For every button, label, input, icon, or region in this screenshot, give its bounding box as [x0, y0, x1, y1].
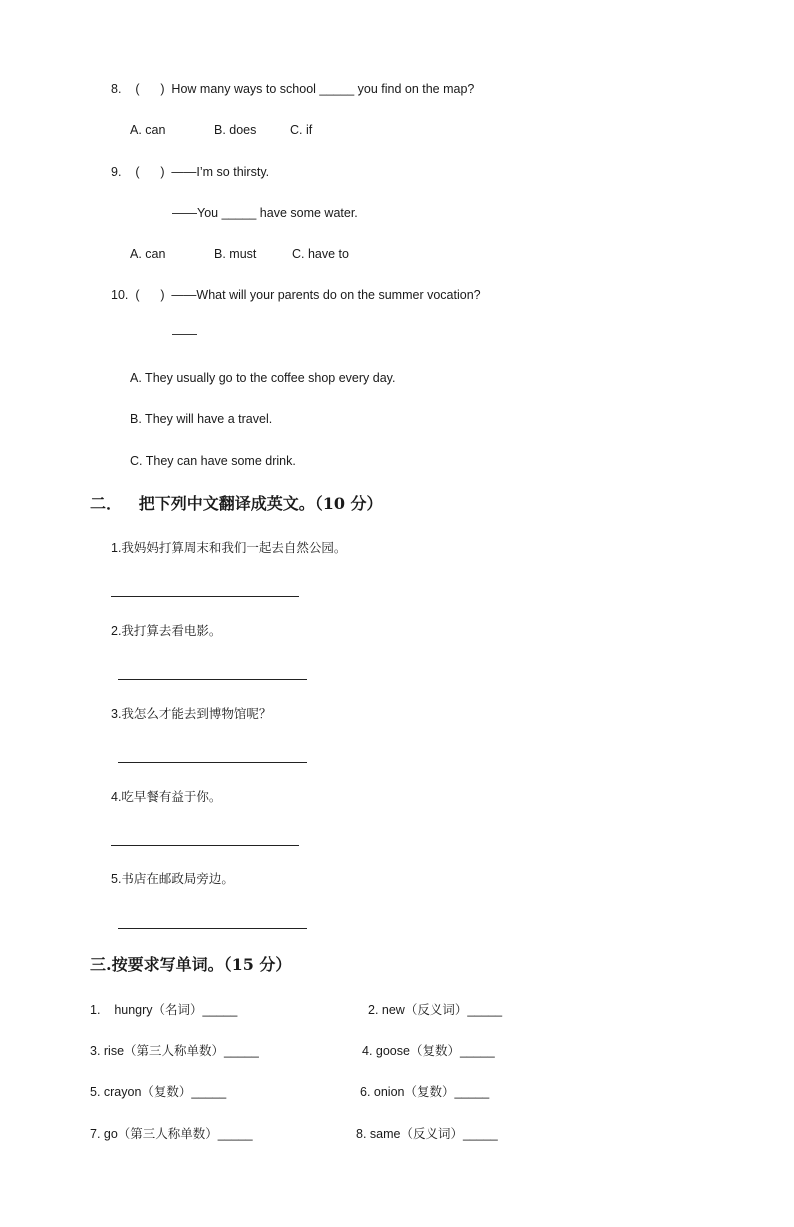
- q9-stem: 9. ( ) ——I’m so thirsty.: [111, 165, 270, 179]
- section-2-title: 二． 把下列中文翻译成英文。（10 分）: [90, 494, 383, 513]
- q10-response: ——: [172, 327, 197, 341]
- answer-line-2[interactable]: [118, 679, 307, 680]
- translation-item-1: 1.我妈妈打算周末和我们一起去自然公园。: [111, 541, 347, 555]
- section-3-title: 三.按要求写单词。（15 分）: [90, 955, 292, 974]
- q10-option-b: B. They will have a travel.: [130, 412, 273, 426]
- translation-item-3: 3.我怎么才能去到博物馆呢？: [111, 707, 272, 721]
- answer-line-5[interactable]: [118, 928, 307, 929]
- word-item-7: 7. go（第三人称单数）_____: [90, 1127, 253, 1141]
- word-item-6: 6. onion（复数）_____: [360, 1085, 490, 1099]
- q8-stem: 8. ( ) How many ways to school _____ you find on the map?: [111, 82, 475, 96]
- word-item-4: 4. goose（复数）_____: [362, 1044, 495, 1058]
- word-item-2: 2. new（反义词）_____: [368, 1003, 503, 1017]
- word-item-3: 3. rise（第三人称单数）_____: [90, 1044, 259, 1058]
- q8-option-b: B. does: [214, 123, 257, 137]
- q9-option-a: A. can: [130, 247, 166, 261]
- translation-item-2: 2.我打算去看电影。: [111, 624, 222, 638]
- word-item-5: 5. crayon（复数）_____: [90, 1085, 227, 1099]
- answer-line-4[interactable]: [111, 845, 299, 846]
- word-item-8: 8. same（反义词）_____: [356, 1127, 498, 1141]
- q9-option-b: B. must: [214, 247, 257, 261]
- q10-option-a: A. They usually go to the coffee shop every day.: [130, 371, 396, 385]
- q8-option-a: A. can: [130, 123, 166, 137]
- q10-option-c: C. They can have some drink.: [130, 454, 296, 468]
- q10-stem: 10. ( ) ——What will your parents do on the summer vocation?: [111, 288, 481, 302]
- answer-line-1[interactable]: [111, 596, 299, 597]
- q9-response: ——You _____ have some water.: [172, 206, 358, 220]
- answer-line-3[interactable]: [118, 762, 307, 763]
- q9-option-c: C. have to: [292, 247, 349, 261]
- word-item-1: 1. hungry（名词）_____: [90, 1003, 238, 1017]
- translation-item-4: 4.吃早餐有益于你。: [111, 790, 222, 804]
- q8-option-c: C. if: [290, 123, 313, 137]
- translation-item-5: 5.书店在邮政局旁边。: [111, 872, 234, 886]
